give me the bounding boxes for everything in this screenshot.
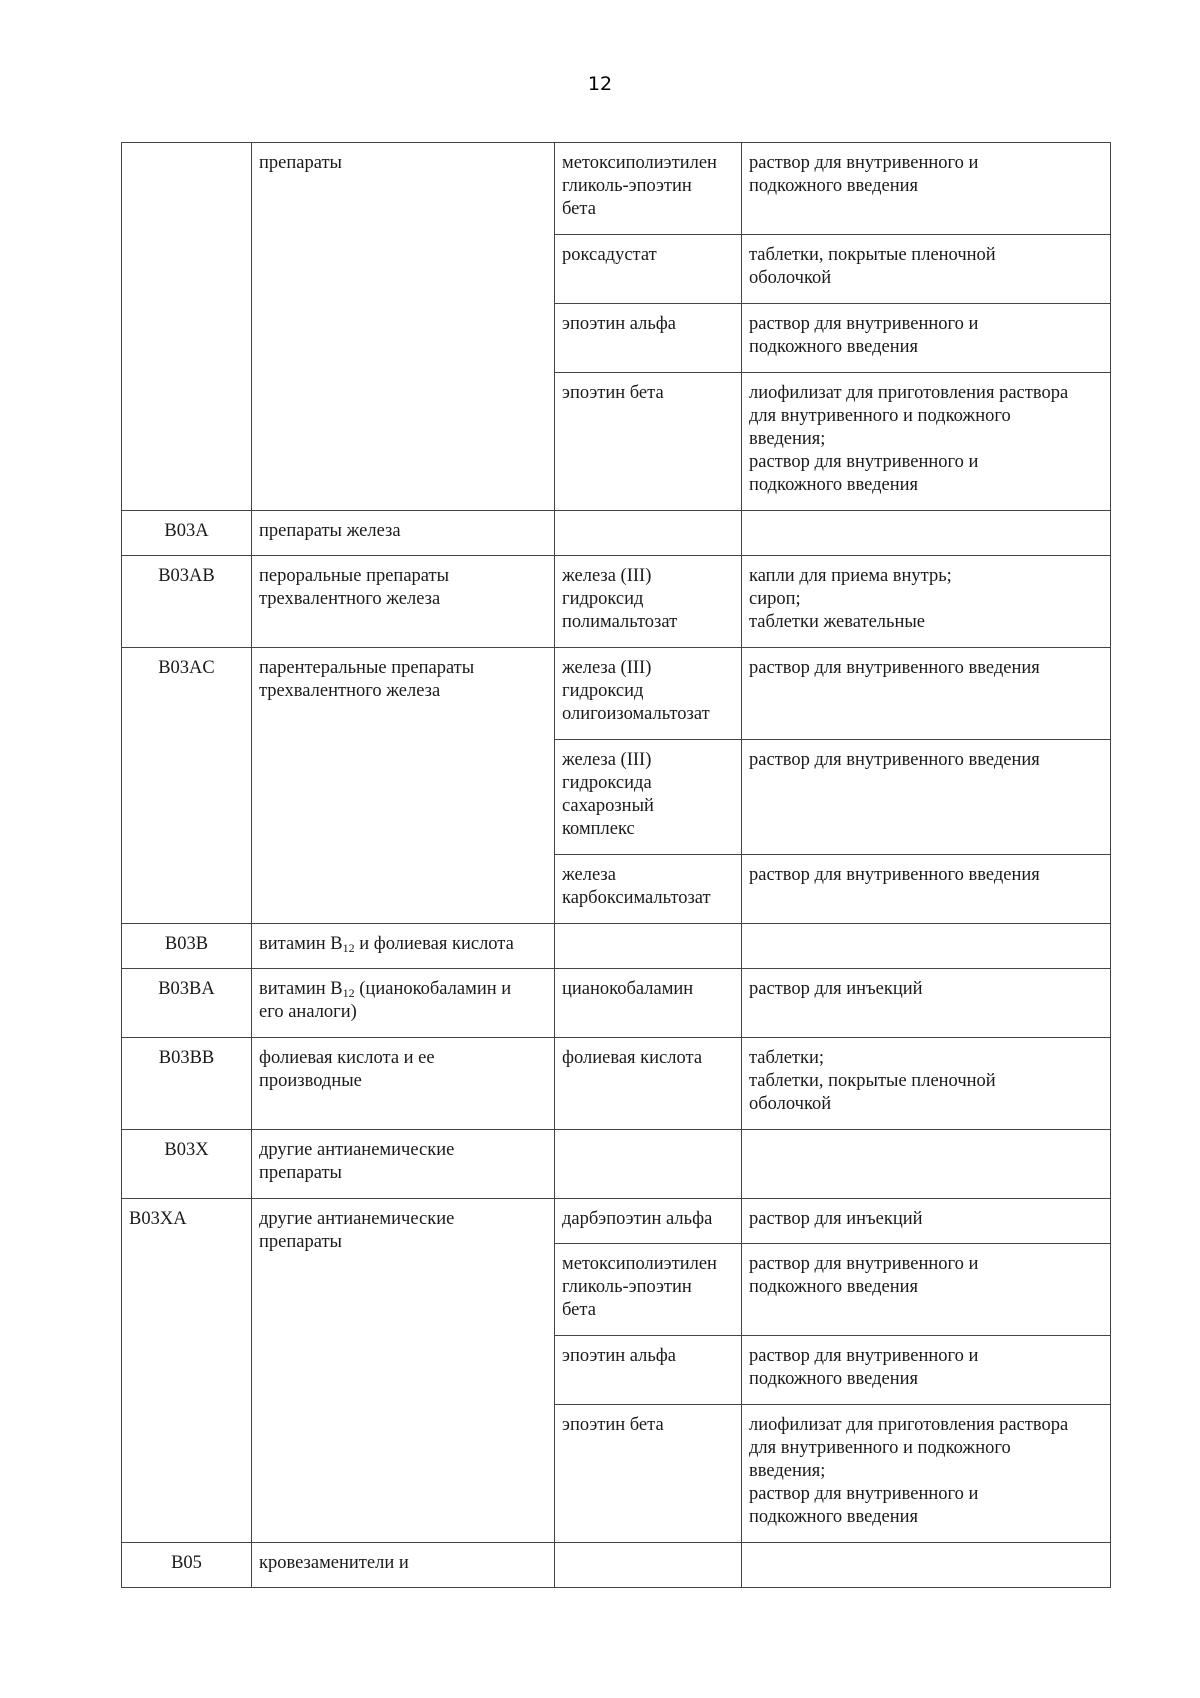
table-row	[122, 924, 1111, 969]
inn-cell: железа карбоксимальтозат	[555, 855, 742, 924]
name-text: витамин B	[259, 934, 343, 954]
name-text: витамин B	[259, 979, 343, 999]
dosage-form-cell: раствор для внутривенного и подкожного введения	[742, 304, 1111, 373]
table-row	[122, 648, 1111, 740]
dosage-form-cell: лиофилизат для приготовления раствора для внутривенного и подкожного введения; раствор для внутривенного и подкожного введения	[742, 1405, 1111, 1543]
dosage-form-cell: раствор для внутривенного введения	[742, 740, 1111, 855]
inn-cell	[555, 511, 742, 556]
dosage-form-cell: раствор для внутривенного и подкожного введения	[742, 1336, 1111, 1405]
subscript: 12	[342, 986, 355, 1000]
dosage-form-cell: таблетки, покрытые пленочной оболочкой	[742, 235, 1111, 304]
inn-cell: дарбэпоэтин альфа	[555, 1199, 742, 1244]
dosage-form-cell	[742, 1543, 1111, 1588]
dosage-form-cell: раствор для внутривенного и подкожного введения	[742, 1244, 1111, 1336]
atc-code-cell: B03BB	[122, 1038, 252, 1130]
subscript: 12	[342, 941, 355, 955]
name-text: (цианокобаламин и его аналоги)	[259, 979, 512, 1022]
atc-code-cell: B03A	[122, 511, 252, 556]
name-text: и фолиевая кислота	[354, 934, 514, 954]
table-row	[122, 969, 1111, 1038]
dosage-form-cell	[742, 1130, 1111, 1199]
inn-cell: эпоэтин бета	[555, 373, 742, 511]
inn-cell: фолиевая кислота	[555, 1038, 742, 1130]
inn-cell	[555, 1543, 742, 1588]
inn-cell: эпоэтин альфа	[555, 304, 742, 373]
inn-cell: цианокобаламин	[555, 969, 742, 1038]
dosage-form-cell	[742, 924, 1111, 969]
group-name-cell	[252, 969, 555, 1038]
dosage-form-cell: раствор для внутривенного введения	[742, 648, 1111, 740]
atc-code-cell: B03AC	[122, 648, 252, 924]
dosage-form-cell: таблетки; таблетки, покрытые пленочной оболочкой	[742, 1038, 1111, 1130]
table-row	[122, 143, 1111, 235]
table-row	[122, 1038, 1111, 1130]
dosage-form-cell: лиофилизат для приготовления раствора для внутривенного и подкожного введения; раствор для внутривенного и подкожного введения	[742, 373, 1111, 511]
inn-cell: роксадустат	[555, 235, 742, 304]
group-name-cell: другие антианемические препараты	[252, 1199, 555, 1543]
atc-code-cell: B03AB	[122, 556, 252, 648]
inn-cell	[555, 1130, 742, 1199]
group-name-cell: фолиевая кислота и ее производные	[252, 1038, 555, 1130]
inn-cell: железа (III) гидроксид полимальтозат	[555, 556, 742, 648]
dosage-form-cell: раствор для внутривенного и подкожного введения	[742, 143, 1111, 235]
inn-cell: эпоэтин бета	[555, 1405, 742, 1543]
inn-cell: метоксиполиэтилен гликоль-эпоэтин бета	[555, 1244, 742, 1336]
group-name-cell	[252, 924, 555, 969]
group-name-cell: пероральные препараты трехвалентного железа	[252, 556, 555, 648]
atc-code-cell: B03XA	[122, 1199, 252, 1543]
inn-cell	[555, 924, 742, 969]
atc-code-cell: B03BA	[122, 969, 252, 1038]
inn-cell: эпоэтин альфа	[555, 1336, 742, 1405]
atc-code-cell	[122, 143, 252, 511]
table-row	[122, 511, 1111, 556]
group-name-cell: другие антианемические препараты	[252, 1130, 555, 1199]
group-name-cell: кровезаменители и	[252, 1543, 555, 1588]
dosage-form-cell: раствор для внутривенного введения	[742, 855, 1111, 924]
group-name-cell: препараты железа	[252, 511, 555, 556]
inn-cell: метоксиполиэтилен гликоль-эпоэтин бета	[555, 143, 742, 235]
dosage-form-cell: раствор для инъекций	[742, 1199, 1111, 1244]
atc-code-cell: B03B	[122, 924, 252, 969]
table-row	[122, 1199, 1111, 1244]
table-row	[122, 1130, 1111, 1199]
group-name-cell: препараты	[252, 143, 555, 511]
dosage-form-cell	[742, 511, 1111, 556]
table-row	[122, 1543, 1111, 1588]
inn-cell: железа (III) гидроксид олигоизомальтозат	[555, 648, 742, 740]
dosage-form-cell: раствор для инъекций	[742, 969, 1111, 1038]
atc-code-cell: B05	[122, 1543, 252, 1588]
atc-code-cell: B03X	[122, 1130, 252, 1199]
page-number: 12	[587, 73, 613, 95]
table-row	[122, 556, 1111, 648]
drug-table	[121, 142, 1111, 1588]
dosage-form-cell: капли для приема внутрь; сироп; таблетки жевательные	[742, 556, 1111, 648]
group-name-cell: парентеральные препараты трехвалентного железа	[252, 648, 555, 924]
inn-cell: железа (III) гидроксида сахарозный комплекс	[555, 740, 742, 855]
